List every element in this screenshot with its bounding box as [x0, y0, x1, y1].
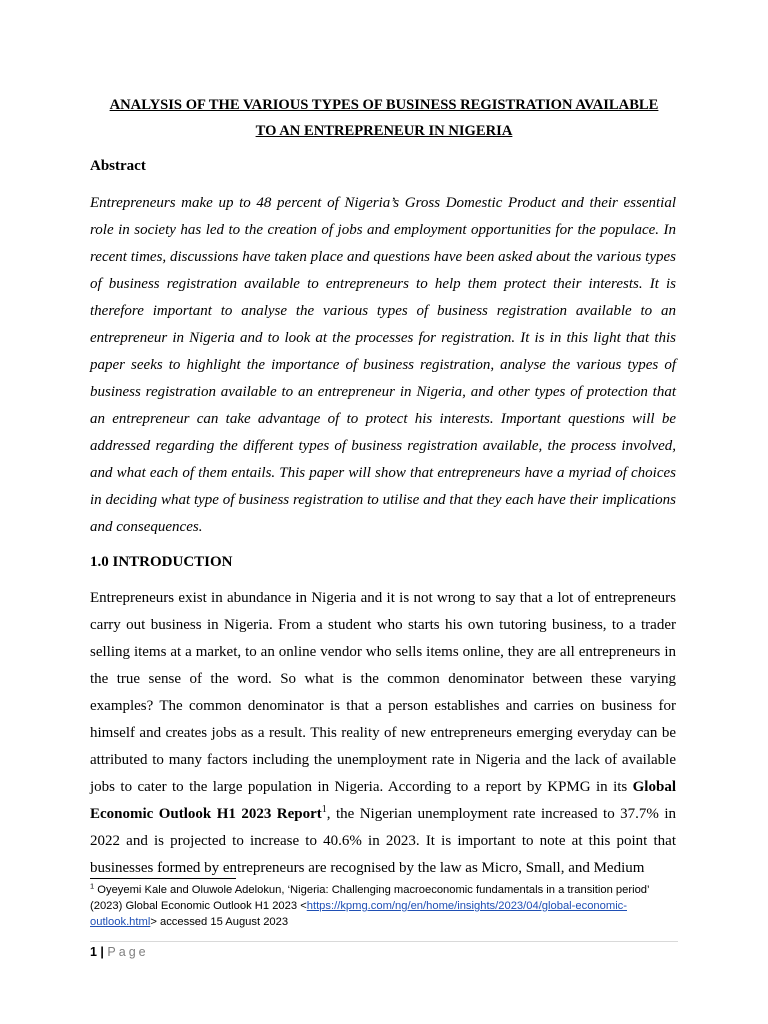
title-line-1: ANALYSIS OF THE VARIOUS TYPES OF BUSINESS REGISTRATION AVAILABLE [109, 97, 659, 113]
abstract-paragraph: Entrepreneurs make up to 48 percent of Nigeria’s Gross Domestic Product and their essential role in society has led to the creation of jobs and employment opportunities for the populace. In recent times, discussions have taken place and questions have been asked about the various types of business registration available to entrepreneurs to help them protect their interests. It is therefore important to analyse the various types of business registration available to an entrepreneur in Nigeria and to look at the processes for registration. It is in this light that this paper seeks to highlight the importance of business registration, analyse the various types of business registration available to an entrepreneur in Nigeria, and other types of protection that an entrepreneur can take advantage of to protect his interests. Important questions will be addressed regarding the different types of business registration available, the process involved, and what each of them entails. This paper will show that entrepreneurs have a myriad of choices in deciding what type of business registration to utilise and that they each have their implications and consequences. [90, 195, 676, 535]
abstract-heading: Abstract [90, 158, 146, 174]
intro-text-part-2: , the Nigerian unemployment rate increased to 37.7% in 2022 and is projected to increase to 40.6% in 2023. It is important to note at this point that businesses formed by entrepreneurs are recognised by the law as Micro, Small, and Medium [90, 806, 676, 876]
document-title [90, 92, 678, 144]
title-line-2: TO AN ENTREPRENEUR IN NIGERIA [255, 123, 513, 139]
footnote-reference[interactable]: 1 [321, 804, 327, 815]
footer-divider [90, 941, 678, 942]
introduction-heading: 1.0 INTRODUCTION [90, 554, 233, 570]
footnote [90, 882, 680, 930]
introduction-paragraph [90, 585, 676, 882]
footnote-text-after: > accessed 15 August 2023 [150, 916, 289, 928]
page-number: 1 [90, 945, 97, 959]
footnote-link[interactable]: https://kpmg.com/ng/en/home/insights/2023/04/global-economic-outlook.html [90, 900, 627, 928]
page-label: Page [107, 945, 149, 959]
footer-separator: | [96, 945, 108, 959]
footnote-divider [90, 878, 236, 879]
footnote-mark: 1 [90, 881, 95, 891]
page-footer [90, 943, 149, 961]
intro-report-title: Global Economic Outlook H1 2023 Report [90, 779, 676, 822]
intro-text-part-1: Entrepreneurs exist in abundance in Nigeria and it is not wrong to say that a lot of entrepreneurs carry out business in Nigeria. From a student who starts his own tutoring business, to a trader selling items at a market, to an online vendor who sells items online, they are all entrepreneurs in the true sense of the word. So what is the common denominator between these varying examples? The common denominator is that a person establishes and carries on business for himself and creates jobs as a result. This reality of new entrepreneurs emerging everyday can be attributed to many factors including the unemployment rate in Nigeria and the lack of available jobs to cater to the large population in Nigeria. According to a report by KPMG in its [90, 590, 676, 795]
footnote-text-before: Oyeyemi Kale and Oluwole Adelokun, ‘Nigeria: Challenging macroeconomic fundamentals in a transition period’ (2023) Global Economic Outlook H1 2023 < [90, 884, 650, 912]
